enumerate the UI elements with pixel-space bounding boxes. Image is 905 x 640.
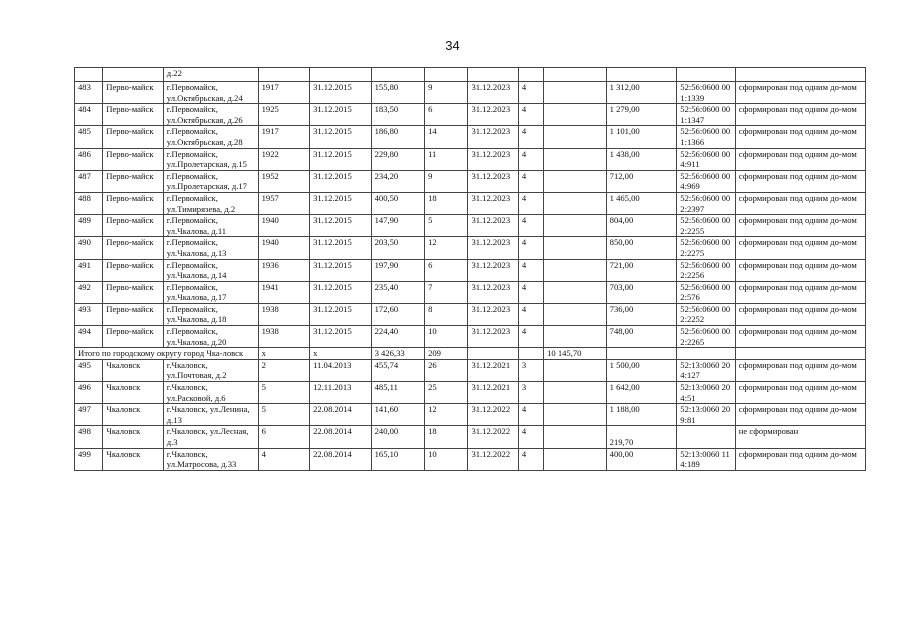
address-cell: г.Первомайск, ул.Октябрьская, д.26: [163, 104, 258, 126]
subtotal-count: 209: [425, 348, 468, 360]
cost-cell: 804,00: [606, 215, 677, 237]
year-cell: 1917: [258, 126, 309, 148]
residents-count-cell: 18: [425, 426, 468, 448]
settlement-cell: Чкаловск: [103, 382, 164, 404]
deadline-cell: 31.12.2021: [468, 382, 518, 404]
residents-count-cell: 11: [425, 148, 468, 170]
settlement-cell: Перво-майск: [103, 326, 164, 348]
cost-cell: 1 465,00: [606, 192, 677, 214]
residents-count-cell: 7: [425, 281, 468, 303]
address-cell: г.Первомайск, ул.Октябрьская, д.28: [163, 126, 258, 148]
area-cell: 186,80: [371, 126, 424, 148]
row-number-cell: 491: [75, 259, 103, 281]
cadastral-number-cell: 52:56:0600 004:911: [677, 148, 736, 170]
class-cell: 4: [518, 259, 543, 281]
row-number-cell: 483: [75, 82, 103, 104]
table-row: [75, 426, 866, 448]
settlement-cell: Перво-майск: [103, 148, 164, 170]
cadastral-number-cell: 52:56:0600 002:2275: [677, 237, 736, 259]
address-cell: г.Чкаловск, ул.Почтовая, д.2: [163, 359, 258, 381]
land-status-cell: сформирован под одним до-мом: [735, 382, 865, 404]
cadastral-number-cell: [677, 426, 736, 448]
cost-cell: 1 101,00: [606, 126, 677, 148]
class-cell: 4: [518, 237, 543, 259]
table-row: [75, 237, 866, 259]
class-cell: 4: [518, 404, 543, 426]
cost-cell: 1 642,00: [606, 382, 677, 404]
land-status-cell: сформирован под одним до-мом: [735, 326, 865, 348]
subtotal-row: [75, 348, 866, 360]
deadline-cell: 31.12.2022: [468, 404, 518, 426]
date-cell: 31.12.2015: [310, 215, 372, 237]
address-cell: г.Чкаловск, ул.Матросова, д.33: [163, 448, 258, 470]
date-cell: 12.11.2013: [310, 382, 372, 404]
address-cell: г.Первомайск, ул.Чкалова, д.13: [163, 237, 258, 259]
settlement-cell: Перво-майск: [103, 281, 164, 303]
residents-count-cell: 12: [425, 237, 468, 259]
date-cell: 31.12.2015: [310, 104, 372, 126]
address-cell: г.Чкаловск, ул.Ленина, д.13: [163, 404, 258, 426]
settlement-cell: Перво-майск: [103, 104, 164, 126]
row-number-cell: 488: [75, 192, 103, 214]
cost-cell: 736,00: [606, 303, 677, 325]
row-number-cell: 485: [75, 126, 103, 148]
cost-cell: 400,00: [606, 448, 677, 470]
year-cell: 1938: [258, 326, 309, 348]
empty-cell: [544, 326, 607, 348]
residents-count-cell: 8: [425, 303, 468, 325]
area-cell: 229,80: [371, 148, 424, 170]
cost-cell: 1 312,00: [606, 82, 677, 104]
row-number-cell: 494: [75, 326, 103, 348]
residents-count-cell: 26: [425, 359, 468, 381]
residents-count-cell: 5: [425, 215, 468, 237]
table-row: [75, 215, 866, 237]
cadastral-number-cell: 52:56:0600 002:2256: [677, 259, 736, 281]
table-row: [75, 148, 866, 170]
class-cell: 4: [518, 148, 543, 170]
cadastral-number-cell: 52:56:0600 002:2255: [677, 215, 736, 237]
area-cell: 234,20: [371, 170, 424, 192]
empty-cell: [544, 448, 607, 470]
empty-cell: [544, 104, 607, 126]
land-status-cell: сформирован под одним до-мом: [735, 359, 865, 381]
empty-cell: [544, 82, 607, 104]
cadastral-number-cell: 52:56:0600 001:1347: [677, 104, 736, 126]
empty-cell: [544, 303, 607, 325]
row-number-cell: 490: [75, 237, 103, 259]
area-cell: 240,00: [371, 426, 424, 448]
class-cell: 4: [518, 281, 543, 303]
table-row: [75, 326, 866, 348]
settlement-cell: Перво-майск: [103, 303, 164, 325]
land-status-cell: сформирован под одним до-мом: [735, 259, 865, 281]
residents-count-cell: 18: [425, 192, 468, 214]
deadline-cell: 31.12.2023: [468, 281, 518, 303]
deadline-cell: 31.12.2021: [468, 359, 518, 381]
table-row: [75, 126, 866, 148]
address-cell: г.Первомайск, ул.Чкалова, д.11: [163, 215, 258, 237]
date-cell: 31.12.2015: [310, 170, 372, 192]
row-number-cell: 492: [75, 281, 103, 303]
table-row: [75, 359, 866, 381]
deadline-cell: 31.12.2023: [468, 170, 518, 192]
settlement-cell: Чкаловск: [103, 359, 164, 381]
area-cell: 203,50: [371, 237, 424, 259]
date-cell: 22.08.2014: [310, 404, 372, 426]
date-cell: 31.12.2015: [310, 326, 372, 348]
date-cell: 31.12.2015: [310, 281, 372, 303]
cost-cell: 219,70: [606, 426, 677, 448]
area-cell: 172,60: [371, 303, 424, 325]
land-status-cell: сформирован под одним до-мом: [735, 237, 865, 259]
deadline-cell: 31.12.2023: [468, 148, 518, 170]
settlement-cell: Перво-майск: [103, 170, 164, 192]
row-number-cell: 497: [75, 404, 103, 426]
deadline-cell: 31.12.2023: [468, 303, 518, 325]
year-cell: 5: [258, 404, 309, 426]
subtotal-area: 3 426,33: [371, 348, 424, 360]
class-cell: 4: [518, 303, 543, 325]
date-cell: 31.12.2015: [310, 82, 372, 104]
cadastral-number-cell: 52:56:0600 004:969: [677, 170, 736, 192]
cost-cell: 703,00: [606, 281, 677, 303]
date-cell: 22.08.2014: [310, 426, 372, 448]
table-row: [75, 281, 866, 303]
row-number-cell: 486: [75, 148, 103, 170]
area-cell: 235,40: [371, 281, 424, 303]
cadastral-number-cell: 52:56:0600 002:2252: [677, 303, 736, 325]
row-number-cell: 487: [75, 170, 103, 192]
settlement-cell: Перво-майск: [103, 192, 164, 214]
year-cell: 2: [258, 359, 309, 381]
class-cell: 4: [518, 448, 543, 470]
housing-register-table: [74, 67, 866, 471]
settlement-cell: Перво-майск: [103, 215, 164, 237]
cadastral-number-cell: 52:56:0600 002:2265: [677, 326, 736, 348]
area-cell: 197,90: [371, 259, 424, 281]
subtotal-date: х: [310, 348, 372, 360]
table-row: [75, 448, 866, 470]
deadline-cell: 31.12.2023: [468, 126, 518, 148]
date-cell: 31.12.2015: [310, 126, 372, 148]
year-cell: 4: [258, 448, 309, 470]
cadastral-number-cell: 52:13:0060 209:81: [677, 404, 736, 426]
page-number: 34: [445, 38, 460, 53]
residents-count-cell: 10: [425, 448, 468, 470]
year-cell: 1917: [258, 82, 309, 104]
year-cell: 1936: [258, 259, 309, 281]
class-cell: 4: [518, 104, 543, 126]
deadline-cell: 31.12.2023: [468, 326, 518, 348]
empty-cell: [544, 215, 607, 237]
settlement-cell: Перво-майск: [103, 237, 164, 259]
row-number-cell: 493: [75, 303, 103, 325]
cost-cell: 1 279,00: [606, 104, 677, 126]
deadline-cell: 31.12.2023: [468, 192, 518, 214]
cost-cell: 850,00: [606, 237, 677, 259]
row-number-cell: 496: [75, 382, 103, 404]
cadastral-number-cell: 52:56:0600 002:2397: [677, 192, 736, 214]
date-cell: 31.12.2015: [310, 303, 372, 325]
cost-cell: 721,00: [606, 259, 677, 281]
class-cell: 4: [518, 215, 543, 237]
empty-cell: [544, 237, 607, 259]
empty-cell: [544, 382, 607, 404]
address-cell: г.Чкаловск, ул.Лесная, д.3: [163, 426, 258, 448]
date-cell: 31.12.2015: [310, 259, 372, 281]
table-row: [75, 382, 866, 404]
land-status-cell: сформирован под одним до-мом: [735, 126, 865, 148]
table-row: [75, 259, 866, 281]
year-cell: 1940: [258, 237, 309, 259]
row-number-cell: 495: [75, 359, 103, 381]
area-cell: 455,74: [371, 359, 424, 381]
cost-cell: 1 500,00: [606, 359, 677, 381]
settlement-cell: Чкаловск: [103, 426, 164, 448]
table-row: [75, 303, 866, 325]
subtotal-cost: 10 145,70: [544, 348, 607, 360]
address-cell: г.Первомайск, ул.Октябрьская, д.24: [163, 82, 258, 104]
cost-cell: 748,00: [606, 326, 677, 348]
residents-count-cell: 12: [425, 404, 468, 426]
date-cell: 31.12.2015: [310, 148, 372, 170]
table-row: [75, 104, 866, 126]
year-cell: 1941: [258, 281, 309, 303]
land-status-cell: сформирован под одним до-мом: [735, 215, 865, 237]
residents-count-cell: 14: [425, 126, 468, 148]
residents-count-cell: 10: [425, 326, 468, 348]
land-status-cell: сформирован под одним до-мом: [735, 170, 865, 192]
date-cell: 22.08.2014: [310, 448, 372, 470]
land-status-cell: сформирован под одним до-мом: [735, 303, 865, 325]
class-cell: 4: [518, 170, 543, 192]
class-cell: 4: [518, 192, 543, 214]
empty-cell: [544, 126, 607, 148]
empty-cell: [544, 281, 607, 303]
address-cell: г.Первомайск, ул.Чкалова, д.18: [163, 303, 258, 325]
deadline-cell: 31.12.2022: [468, 426, 518, 448]
continuation-row: [75, 68, 866, 82]
empty-cell: [544, 404, 607, 426]
residents-count-cell: 9: [425, 82, 468, 104]
empty-cell: [544, 259, 607, 281]
year-cell: 1940: [258, 215, 309, 237]
class-cell: 3: [518, 382, 543, 404]
table-body-chkalovsk: [75, 359, 866, 470]
class-cell: 4: [518, 126, 543, 148]
settlement-cell: Перво-майск: [103, 82, 164, 104]
date-cell: 31.12.2015: [310, 192, 372, 214]
subtotal-section: [75, 348, 866, 360]
cadastral-number-cell: 52:56:0600 001:1366: [677, 126, 736, 148]
empty-cell: [544, 359, 607, 381]
address-cell: г.Первомайск, ул.Чкалова, д.17: [163, 281, 258, 303]
address-cell: г.Первомайск, ул.Пролетарская, д.17: [163, 170, 258, 192]
settlement-cell: Чкаловск: [103, 448, 164, 470]
address-cell: г.Чкаловск, ул.Расковой, д.6: [163, 382, 258, 404]
settlement-cell: Чкаловск: [103, 404, 164, 426]
land-status-cell: сформирован под одним до-мом: [735, 192, 865, 214]
empty-cell: [544, 192, 607, 214]
land-status-cell: сформирован под одним до-мом: [735, 404, 865, 426]
year-cell: 1957: [258, 192, 309, 214]
address-cell: г.Первомайск, ул.Чкалова, д.14: [163, 259, 258, 281]
year-cell: 1952: [258, 170, 309, 192]
subtotal-year: х: [258, 348, 309, 360]
area-cell: 485,11: [371, 382, 424, 404]
deadline-cell: 31.12.2023: [468, 104, 518, 126]
deadline-cell: 31.12.2023: [468, 237, 518, 259]
address-cell: г.Первомайск, ул.Тимирязева, д.2: [163, 192, 258, 214]
row-number-cell: 489: [75, 215, 103, 237]
class-cell: 3: [518, 359, 543, 381]
settlement-cell: Перво-майск: [103, 259, 164, 281]
table-row: [75, 404, 866, 426]
empty-cell: [544, 170, 607, 192]
cadastral-number-cell: 52:13:0060 114:189: [677, 448, 736, 470]
address-cell: г.Первомайск, ул.Чкалова, д.20: [163, 326, 258, 348]
address-cell: д.22: [163, 68, 258, 82]
cost-cell: 1 438,00: [606, 148, 677, 170]
area-cell: 147,90: [371, 215, 424, 237]
deadline-cell: 31.12.2022: [468, 448, 518, 470]
area-cell: 155,80: [371, 82, 424, 104]
residents-count-cell: 9: [425, 170, 468, 192]
cost-cell: 1 188,00: [606, 404, 677, 426]
row-number-cell: 484: [75, 104, 103, 126]
residents-count-cell: 6: [425, 104, 468, 126]
address-cell: г.Первомайск, ул.Пролетарская, д.15: [163, 148, 258, 170]
area-cell: 141,60: [371, 404, 424, 426]
deadline-cell: 31.12.2023: [468, 259, 518, 281]
residents-count-cell: 25: [425, 382, 468, 404]
land-status-cell: сформирован под одним до-мом: [735, 82, 865, 104]
land-status-cell: сформирован под одним до-мом: [735, 448, 865, 470]
residents-count-cell: 6: [425, 259, 468, 281]
area-cell: 165,10: [371, 448, 424, 470]
year-cell: 5: [258, 382, 309, 404]
date-cell: 31.12.2015: [310, 237, 372, 259]
area-cell: 183,50: [371, 104, 424, 126]
settlement-cell: Перво-майск: [103, 126, 164, 148]
land-status-cell: не сформирован: [735, 426, 865, 448]
date-cell: 11.04.2013: [310, 359, 372, 381]
row-number-cell: 498: [75, 426, 103, 448]
year-cell: 1925: [258, 104, 309, 126]
deadline-cell: 31.12.2023: [468, 215, 518, 237]
class-cell: 4: [518, 326, 543, 348]
cadastral-number-cell: 52:13:0060 204:51: [677, 382, 736, 404]
empty-cell: [544, 426, 607, 448]
year-cell: 1922: [258, 148, 309, 170]
empty-cell: [544, 148, 607, 170]
land-status-cell: сформирован под одним до-мом: [735, 281, 865, 303]
year-cell: 6: [258, 426, 309, 448]
land-status-cell: сформирован под одним до-мом: [735, 148, 865, 170]
class-cell: 4: [518, 426, 543, 448]
area-cell: 400,50: [371, 192, 424, 214]
land-status-cell: сформирован под одним до-мом: [735, 104, 865, 126]
cost-cell: 712,00: [606, 170, 677, 192]
table-row: [75, 192, 866, 214]
row-number-cell: 499: [75, 448, 103, 470]
table-row: [75, 82, 866, 104]
class-cell: 4: [518, 82, 543, 104]
subtotal-label: Итого по городскому округу город Чка-ловск: [75, 348, 259, 360]
cadastral-number-cell: 52:56:0600 001:1339: [677, 82, 736, 104]
deadline-cell: 31.12.2023: [468, 82, 518, 104]
table-body-pervomaysk: [75, 68, 866, 348]
table-row: [75, 170, 866, 192]
year-cell: 1938: [258, 303, 309, 325]
cadastral-number-cell: 52:56:0600 002:576: [677, 281, 736, 303]
area-cell: 224,40: [371, 326, 424, 348]
cadastral-number-cell: 52:13:0060 204:127: [677, 359, 736, 381]
